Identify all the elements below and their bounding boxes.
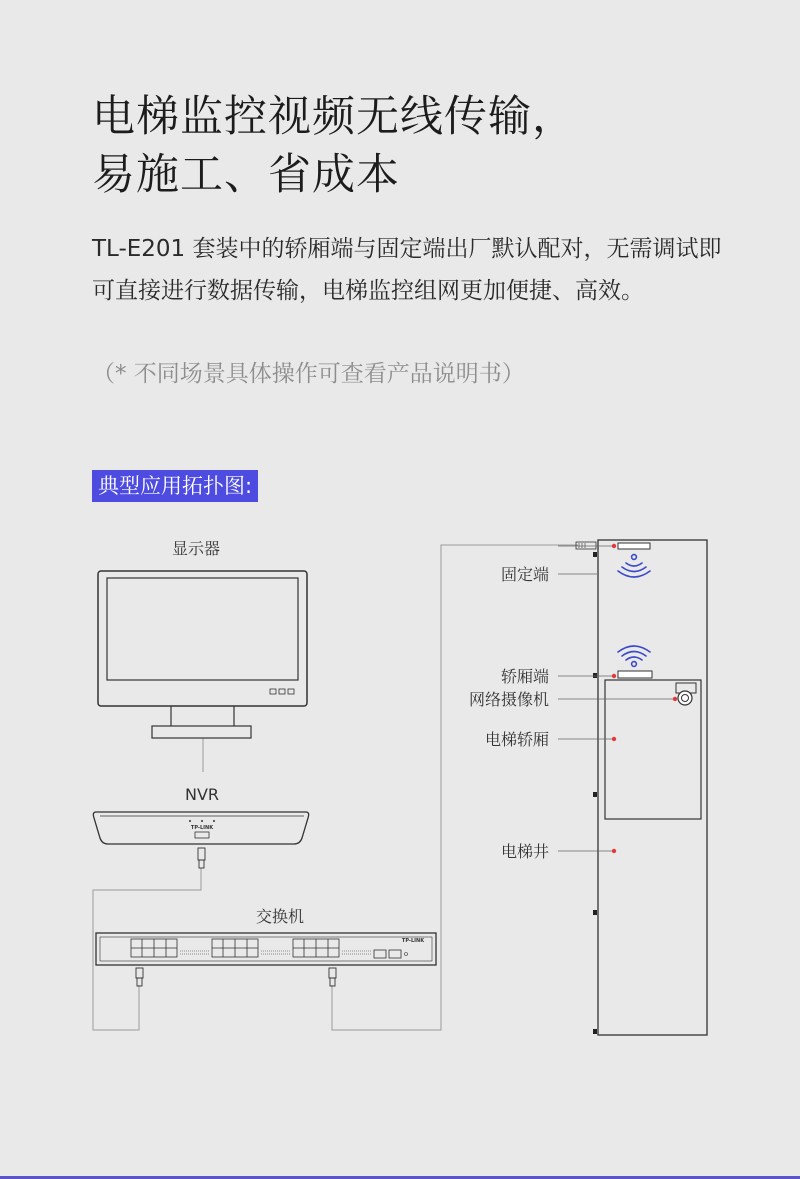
switch-icon bbox=[96, 933, 436, 965]
car-end-device bbox=[618, 671, 652, 678]
nvr-brand-text: TP-LINK bbox=[190, 825, 214, 831]
headline-line-2: 易施工、省成本 bbox=[92, 150, 400, 200]
elevator-shaft bbox=[593, 540, 707, 1035]
wifi-icon bbox=[618, 555, 650, 577]
camera-icon bbox=[676, 683, 696, 705]
rj45-plug-icon bbox=[136, 968, 336, 986]
description: TL-E201 套装中的轿厢端与固定端出厂默认配对，无需调试即可直接进行数据传输，电梯监控组网更加便捷、高效。 bbox=[92, 236, 722, 304]
callouts bbox=[558, 546, 675, 851]
headline-line-1: 电梯监控视频无线传输， bbox=[92, 92, 576, 142]
monitor-icon bbox=[98, 571, 307, 738]
switch-brand-text: TP-LINK bbox=[401, 938, 425, 944]
car-end-label: 轿厢端 bbox=[500, 667, 549, 686]
section-tag: 典型应用拓扑图: bbox=[92, 470, 258, 502]
nvr-icon bbox=[93, 812, 308, 844]
elevator-shaft-label: 电梯井 bbox=[500, 842, 549, 861]
switch-label: 交换机 bbox=[255, 907, 305, 926]
camera-label: 网络摄像机 bbox=[468, 690, 549, 709]
rj45-plug-icon bbox=[198, 848, 205, 868]
note: （* 不同场景具体操作可查看产品说明书） bbox=[92, 361, 525, 387]
elevator-car-label: 电梯轿厢 bbox=[484, 730, 549, 749]
markers bbox=[612, 544, 677, 853]
wifi-icon bbox=[618, 646, 650, 666]
monitor-label: 显示器 bbox=[171, 539, 221, 558]
fixed-end-label: 固定端 bbox=[500, 565, 549, 584]
nvr-label: NVR bbox=[184, 785, 220, 804]
